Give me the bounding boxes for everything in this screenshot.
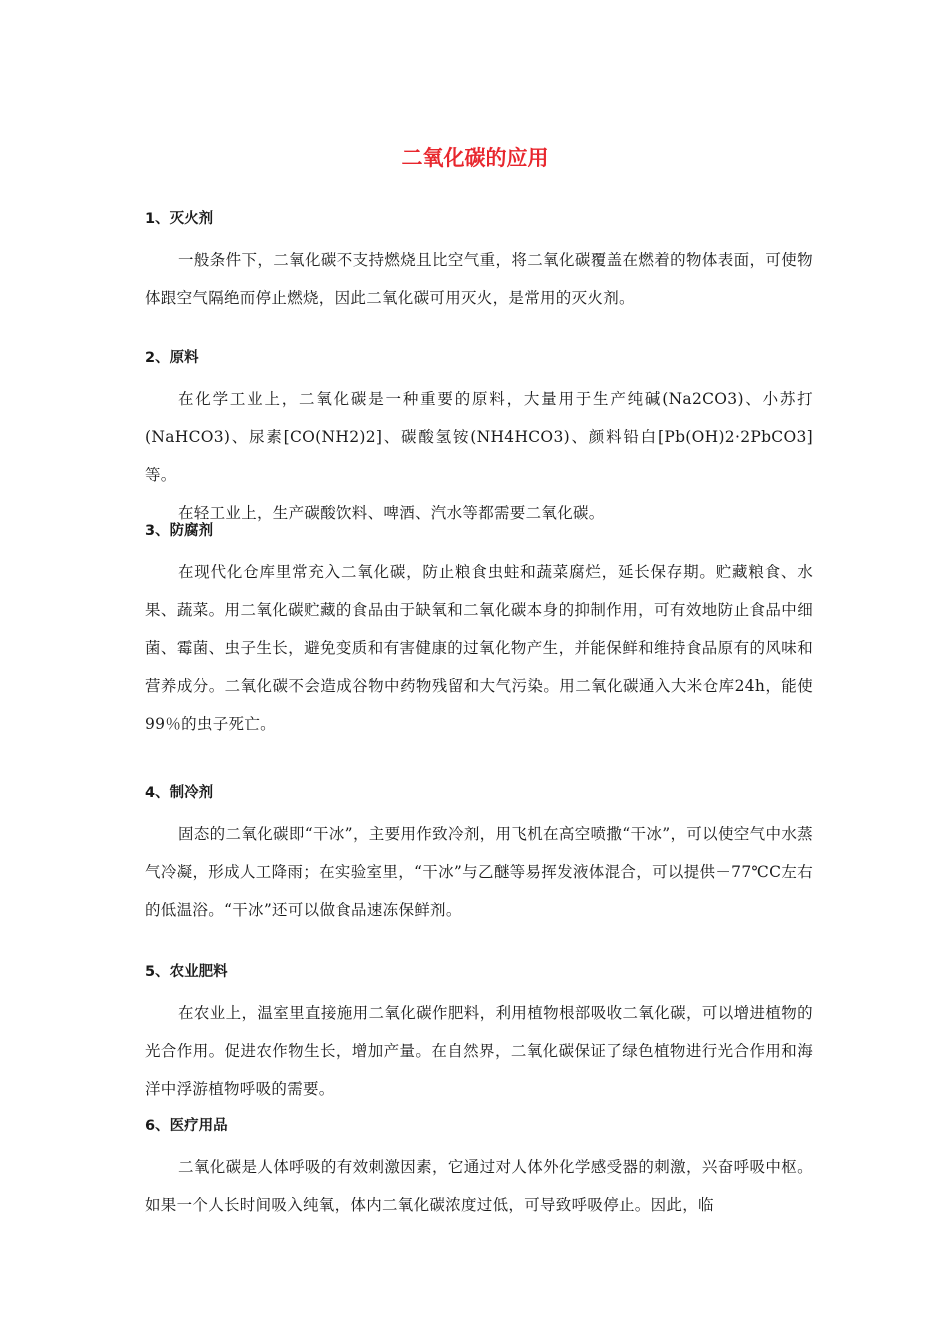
section-heading: 5、农业肥料	[145, 964, 228, 980]
section-heading: 3、防腐剂	[145, 523, 214, 539]
section-heading: 4、制冷剂	[145, 785, 214, 801]
paragraph: 在现代化仓库里常充入二氧化碳，防止粮食虫蛀和蔬菜腐烂，延长保存期。贮藏粮食、水果、蔬菜。用二氧化碳贮藏的食品由于缺氧和二氧化碳本身的抑制作用，可有效地防止食品中细菌、霉菌、虫子生长，避免变质和有害健康的过氧化物产生，并能保鲜和维持食品原有的风味和营养成分。二氧化碳不会造成谷物中药物残留和大气污染。用二氧化碳通入大米仓库24h，能使99％的虫子死亡。	[145, 563, 813, 733]
section-raw-material	[145, 348, 813, 532]
paragraph: 二氧化碳是人体呼吸的有效刺激因素，它通过对人体外化学感受器的刺激，兴奋呼吸中枢。如果一个人长时间吸入纯氧，体内二氧化碳浓度过低，可导致呼吸停止。因此，临	[145, 1158, 813, 1214]
section-heading: 1、灭火剂	[145, 211, 214, 227]
section-fertilizer	[145, 962, 813, 1108]
section-preservative	[145, 521, 813, 743]
section-medical	[145, 1116, 813, 1224]
section-fire-extinguisher	[145, 209, 813, 317]
paragraph: 在轻工业上，生产碳酸饮料、啤酒、汽水等都需要二氧化碳。	[178, 504, 605, 522]
paragraph: 一般条件下，二氧化碳不支持燃烧且比空气重，将二氧化碳覆盖在燃着的物体表面，可使物体跟空气隔绝而停止燃烧，因此二氧化碳可用灭火，是常用的灭火剂。	[145, 251, 813, 307]
section-heading: 2、原料	[145, 350, 199, 366]
section-refrigerant	[145, 783, 813, 929]
paragraph: 在化学工业上，二氧化碳是一种重要的原料，大量用于生产纯碱(Na2CO3)、小苏打(NaHCO3)、尿素[CO(NH2)2]、碳酸氢铵(NH4HCO3)、颜料铅白[Pb(OH)2·2PbCO3]等。	[145, 390, 813, 484]
page-title: 二氧化碳的应用	[401, 146, 549, 170]
paragraph: 在农业上，温室里直接施用二氧化碳作肥料，利用植物根部吸收二氧化碳，可以增进植物的光合作用。促进农作物生长，增加产量。在自然界，二氧化碳保证了绿色植物进行光合作用和海洋中浮游植物呼吸的需要。	[145, 1004, 813, 1098]
paragraph: 固态的二氧化碳即“干冰”，主要用作致冷剂，用飞机在高空喷撒“干冰”，可以使空气中水蒸气冷凝，形成人工降雨；在实验室里，“干冰”与乙醚等易挥发液体混合，可以提供－77℃C左右的低温浴。“干冰”还可以做食品速冻保鲜剂。	[145, 825, 813, 919]
section-heading: 6、医疗用品	[145, 1118, 228, 1134]
